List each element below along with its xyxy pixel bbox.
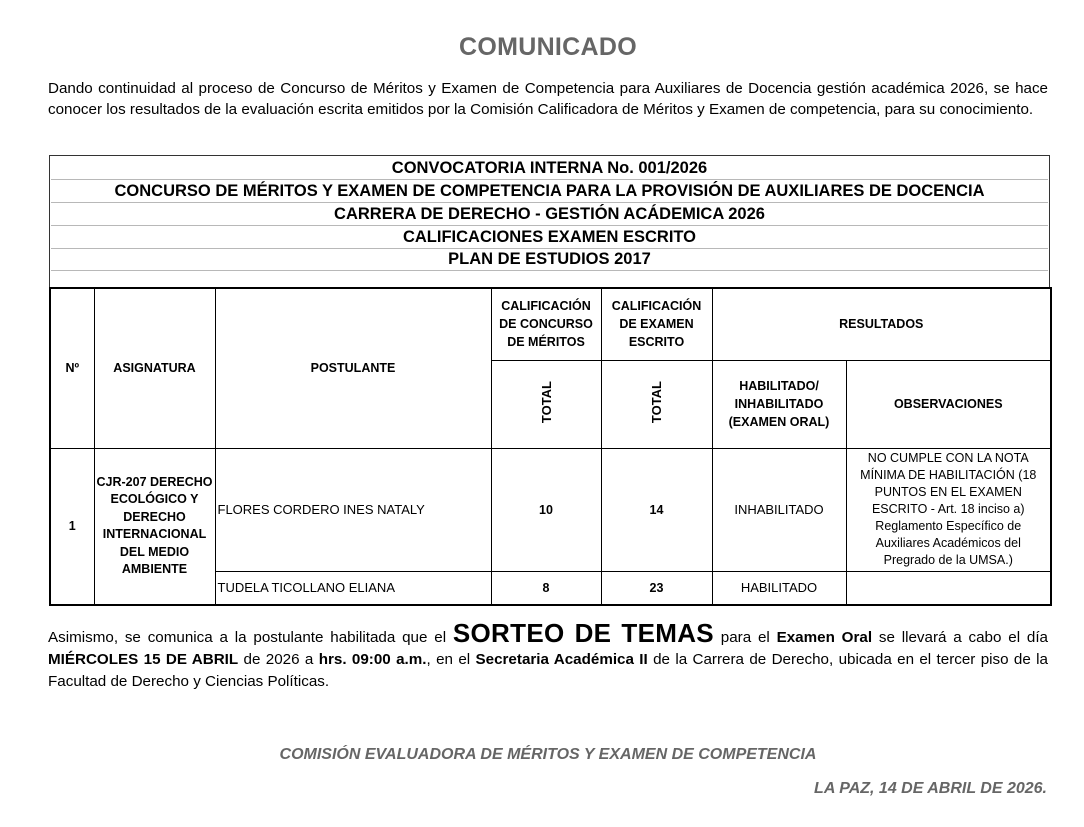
header-convocatoria: CONVOCATORIA INTERNA No. 001/2026 bbox=[51, 157, 1048, 180]
header-concurso: CONCURSO DE MÉRITOS Y EXAMEN DE COMPETENCIA PARA LA PROVISIÓN DE AUXILIARES DE DOCENCIA bbox=[51, 180, 1048, 203]
row-number: 1 bbox=[50, 448, 94, 605]
examen-total-label: TOTAL bbox=[649, 381, 664, 424]
intro-paragraph: Dando continuidad al proceso de Concurso de Méritos y Examen de Competencia para Auxiliares de Docencia gestión académica 2026, se hace conocer los resultados de la evaluación escrita emitidos por la Comisión Calificadora de Méritos y Examen de competencia, para su conocimiento. bbox=[48, 80, 1048, 118]
results-table bbox=[49, 287, 1052, 606]
examen-oral-text: Examen Oral bbox=[776, 629, 873, 646]
lugar-text: Secretaria Académica II bbox=[475, 651, 648, 668]
estado-cell: HABILITADO bbox=[712, 571, 846, 605]
closing-paragraph bbox=[48, 618, 1048, 693]
header-plan: PLAN DE ESTUDIOS 2017 bbox=[51, 248, 1048, 271]
hora-text: hrs. 09:00 a.m. bbox=[318, 651, 427, 668]
closing-text: para el bbox=[713, 629, 777, 646]
examen-cell: 14 bbox=[601, 448, 712, 571]
closing-text: , en el bbox=[426, 651, 476, 668]
closing-text: Asimismo, se comunica a la postulante habilitada que el bbox=[48, 629, 453, 646]
observaciones-cell bbox=[846, 571, 1051, 605]
header-calificaciones: CALIFICACIONES EXAMEN ESCRITO bbox=[51, 226, 1048, 249]
fecha-text: MIÉRCOLES 15 DE ABRIL bbox=[48, 651, 239, 668]
header-carrera: CARRERA DE DERECHO - GESTIÓN ACÁDEMICA 2026 bbox=[51, 203, 1048, 226]
meritos-total-label: TOTAL bbox=[538, 381, 554, 424]
col-header-asignatura: ASIGNATURA bbox=[94, 288, 215, 448]
meritos-cell: 10 bbox=[491, 448, 601, 571]
page-title: COMUNICADO bbox=[459, 33, 637, 61]
closing-text: de 2026 a bbox=[238, 651, 319, 668]
asignatura-cell: CJR-207 DERECHO ECOLÓGICO Y DERECHO INTERNACIONAL DEL MEDIO AMBIENTE bbox=[94, 448, 215, 605]
sorteo-heading: SORTEO DE TEMAS bbox=[452, 618, 714, 648]
closing-text: se llevará a cabo el día bbox=[872, 629, 1048, 646]
date-line: LA PAZ, 14 DE ABRIL DE 2026. bbox=[814, 780, 1047, 797]
col-header-resultados: RESULTADOS bbox=[712, 288, 1051, 360]
table-row bbox=[50, 448, 1051, 571]
col-header-postulante: POSTULANTE bbox=[215, 288, 491, 448]
col-header-meritos: CALIFICACIÓN DE CONCURSO DE MÉRITOS bbox=[491, 288, 601, 360]
meritos-cell: 8 bbox=[491, 571, 601, 605]
meritos-total-cell bbox=[491, 360, 601, 448]
postulante-cell: FLORES CORDERO INES NATALY bbox=[215, 448, 491, 571]
col-header-habilitado: HABILITADO/ INHABILITADO (EXAMEN ORAL) bbox=[712, 360, 846, 448]
col-header-observaciones: OBSERVACIONES bbox=[846, 360, 1051, 448]
examen-total-cell bbox=[601, 360, 712, 448]
examen-cell: 23 bbox=[601, 571, 712, 605]
estado-cell: INHABILITADO bbox=[712, 448, 846, 571]
postulante-cell: TUDELA TICOLLANO ELIANA bbox=[215, 571, 491, 605]
col-header-examen: CALIFICACIÓN DE EXAMEN ESCRITO bbox=[601, 288, 712, 360]
col-header-number: Nº bbox=[50, 288, 94, 448]
observaciones-cell: NO CUMPLE CON LA NOTA MÍNIMA DE HABILITACIÓN (18 PUNTOS EN EL EXAMEN ESCRITO - Art. 18 inciso a) Reglamento Específico de Auxiliares Académicos del Pregrado de la UMSA.) bbox=[846, 448, 1051, 571]
closing-text: de la Carrera de Derecho, ubicada en el tercer piso de la Facultad de Derecho y Ciencias Políticas. bbox=[48, 651, 1048, 690]
commission-signature: COMISIÓN EVALUADORA DE MÉRITOS Y EXAMEN DE COMPETENCIA bbox=[279, 746, 817, 763]
